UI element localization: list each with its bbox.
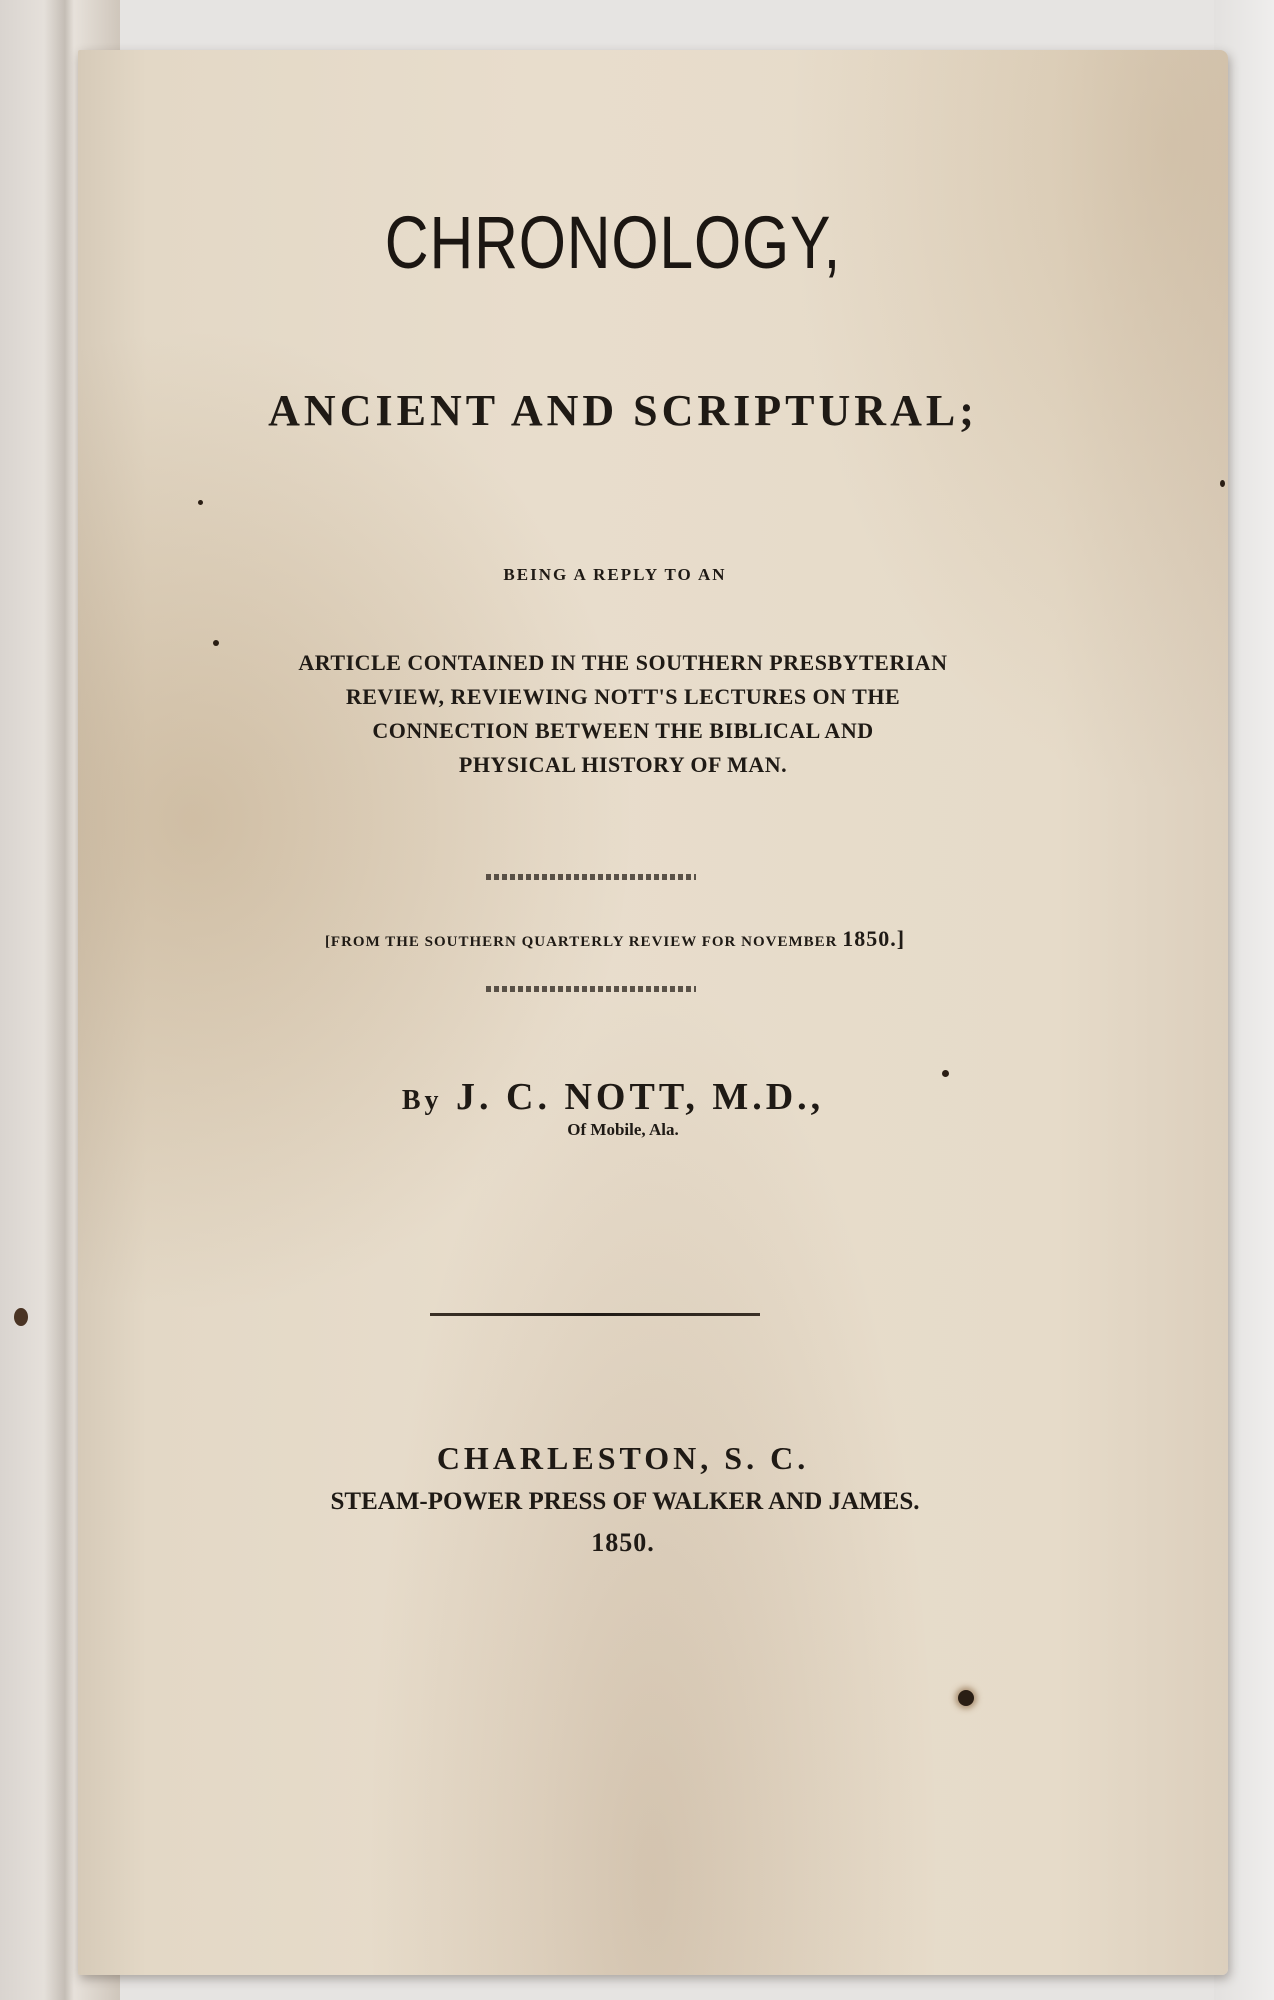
foxing-spot (198, 500, 203, 505)
book-subtitle: ANCIENT AND SCRIPTURAL; (268, 386, 978, 435)
wavy-rule-top (486, 874, 696, 880)
intro-line: BEING A REPLY TO AN (503, 565, 727, 584)
author-by: By (401, 1085, 443, 1116)
description-line-3: CONNECTION BETWEEN THE BIBLICAL AND (372, 718, 874, 743)
foxing-spot (942, 1070, 949, 1077)
wavy-rule-bottom (486, 986, 696, 992)
imprint-place: CHARLESTON, S. C. (436, 1440, 810, 1476)
description-line-4: PHYSICAL HISTORY OF MAN. (458, 752, 788, 777)
source-note (40, 926, 1190, 952)
book-title: CHRONOLOGY, (384, 201, 842, 284)
source-text: [FROM THE SOUTHERN QUARTERLY REVIEW FOR NOVEMBER (324, 934, 838, 950)
author-line (38, 1075, 1188, 1119)
imprint-year: 1850. (591, 1528, 655, 1557)
author-residence: Of Mobile, Ala. (567, 1120, 679, 1139)
foxing-spot (14, 1308, 28, 1326)
title-page (78, 50, 1228, 1975)
solid-rule (430, 1313, 760, 1316)
foxing-spot (1220, 480, 1225, 487)
description-line-1: ARTICLE CONTAINED IN THE SOUTHERN PRESBYTERIAN (298, 650, 948, 675)
imprint-press: STEAM-POWER PRESS OF WALKER AND JAMES. (330, 1488, 920, 1515)
description-line-2: REVIEW, REVIEWING NOTT'S LECTURES ON THE (345, 684, 901, 709)
foxing-spot (958, 1690, 974, 1706)
spine-shadow (44, 0, 74, 2000)
source-year: 1850.] (842, 926, 906, 951)
foxing-spot (213, 640, 219, 646)
author-name: J. C. NOTT, M.D., (456, 1076, 825, 1118)
